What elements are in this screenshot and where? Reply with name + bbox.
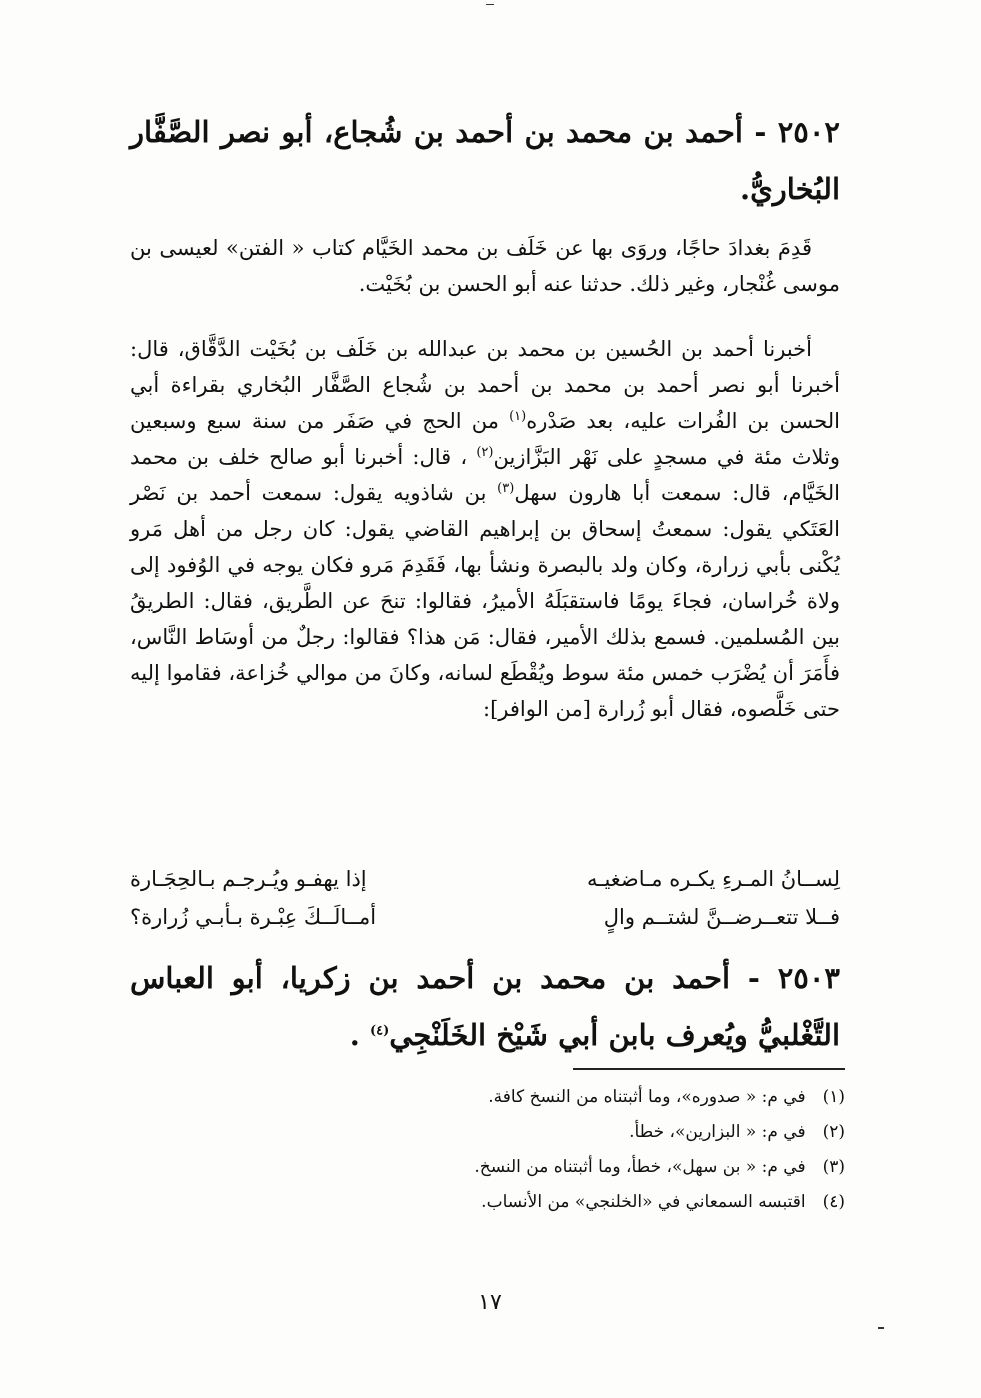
poem-line [130,860,840,898]
footnote-separator [573,1068,845,1070]
paragraph-2 [130,331,840,727]
poem-hemistich-first: لِســانُ المـرءِ يكـره مـاضغيـه [587,867,840,891]
paragraph-1-block [130,230,840,302]
footnote-text: في م: « البزارين»، خطأ. [629,1122,806,1142]
footnote-number: (٣) [822,1157,845,1177]
poem-line [130,898,840,936]
entry-2503-heading-end: . [349,1018,370,1052]
poem-hemistich-second: إذا يهفـو ويُـرجـم بـالحِجَـارة [130,867,367,891]
paragraph-2-block [130,331,840,727]
paragraph-2-part-c: ، قال: أخبرنا أبو صالح خلف بن محمد الخَيَّام، قال: سمعت أبا هارون سهل [130,445,840,505]
footnote-ref-3[interactable]: (٣) [497,481,515,496]
footnote-text: في م: « بن سهل»، خطأ، وما أثبتناه من النسخ. [474,1157,806,1177]
footnote-ref-2[interactable]: (٢) [476,445,494,460]
page-number: ١٧ [478,1290,502,1315]
footnote-item [300,1115,845,1150]
entry-2502 [130,104,840,218]
scan-speck [878,1327,884,1329]
paragraph-2-part-a: أخبرنا أحمد بن الحُسين بن محمد بن عبدالله بن خَلَف بن بُخَيْت الدَّقَّاق، قال: أخبرنا أبو نصر أحمد بن محمد بن أحمد بن شُجاع الصَّفَّار البُخاري بقراءة أبي الحسن بن الفُرات عليه، بعد صَدْره [130,337,840,433]
footnote-item [300,1185,845,1220]
paragraph-2-part-d: بن شاذويه يقول: سمعت أحمد بن نَصْر العَتَكي يقول: سمعتُ إسحاق بن إبراهيم القاضي يقول: كان رجل من أهل مَرو يُكْنى بأبي زرارة، وكان ولد بالبصرة ونشأ بها، فَقَدِمَ مَرو فكان يوجه في الوُفود إلى ولاة خُراسان، فجاءَ يومًا فاستقبَلَهُ الأميرُ، فقالوا: تنحَ عن الطَّريق، فقال: الطريقُ بين المُسلمين. فسمع بذلك الأمير، فقال: مَن هذا؟ فقالوا: رجلٌ من أوسَاط النَّاس، فأَمَرَ أن يُضْرَب خمس مئة سوط ويُقْطَع لسانه، وكانَ من موالي خُزاعة، فقاموا إليه حتى خَلَّصوه، فقال أبو زُرارة [من الوافر]: [130,481,840,721]
entry-2503-heading-text: ٢٥٠٣ - أحمد بن محمد بن أحمد بن زكريا، أبو العباس التَّغْلبيُّ ويُعرف بابن أبي شَيْخ الخَلَنْجِي [130,961,840,1052]
footnote-ref-4[interactable]: (٤) [369,1023,390,1039]
paragraph-2-part-b: من الحج في صَفَر من سنة سبع وسبعين وثلاث مئة في مسجدٍ على نَهْر البَزَّازين [130,409,840,469]
paragraph-1: قَدِمَ بغدادَ حاجًا، وروَى بها عن خَلَف بن محمد الخَيَّام كتاب « الفتن» لعيسى بن موسى غُنْجار، وغير ذلك. حدثنا عنه أبو الحسن بن بُخَيْت. [130,236,840,296]
footnote-number: (٢) [822,1122,845,1142]
footnotes [300,1080,845,1220]
footnote-number: (٤) [822,1192,845,1212]
entry-2503 [130,950,840,1064]
poem-hemistich-first: فــلا تتعــرضــنَّ لشتــم والٍ [603,905,840,929]
footnote-text: اقتبسه السمعاني في «الخلنجي» من الأنساب. [481,1192,806,1212]
poem [130,860,840,936]
footnote-item [300,1150,845,1185]
poem-hemistich-second: أمــالَــكَ عِبْـرة بـأبـي زُرارة؟ [130,905,377,929]
entry-2503-heading [130,950,840,1064]
entry-2502-heading: ٢٥٠٢ - أحمد بن محمد بن أحمد بن شُجاع، أبو نصر الصَّفَّار البُخاريُّ. [130,115,840,206]
scan-speck [486,4,494,5]
footnote-number: (١) [822,1087,845,1107]
footnote-item [300,1080,845,1115]
footnote-text: في م: « صدوره»، وما أثبتناه من النسخ كافة. [488,1087,806,1107]
footnote-ref-1[interactable]: (١) [509,409,527,424]
